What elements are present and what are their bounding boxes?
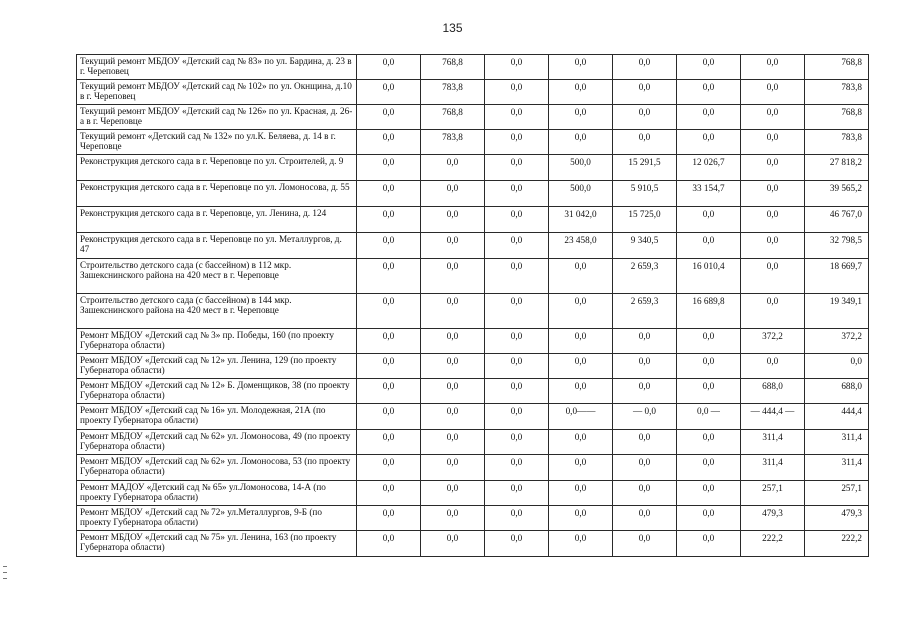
row-name-cell: Текущий ремонт МБДОУ «Детский сад № 102» по ул. Окнщина, д.10 в г. Череповец [77, 80, 357, 105]
row-value-cell: 0,0 [677, 531, 741, 557]
budget-table [76, 54, 869, 557]
row-value-cell: 0,0 [357, 233, 421, 259]
row-name-cell: Ремонт МБДОУ «Детский сад № 16» ул. Молодежная, 21А (по проекту Губернатора области) [77, 404, 357, 430]
row-value-cell: 0,0 [421, 294, 485, 329]
row-value-cell: 15 291,5 [613, 155, 677, 181]
row-value-cell: 0,0 [357, 181, 421, 207]
row-total-cell: 0,0 [805, 354, 869, 379]
row-value-cell: 0,0 [549, 455, 613, 481]
row-name-cell: Ремонт МБДОУ «Детский сад № 75» ул. Ленина, 163 (по проекту Губернатора области) [77, 531, 357, 557]
row-value-cell: 0,0 [485, 531, 549, 557]
row-value-cell: 0,0 [613, 379, 677, 404]
row-value-cell: 0,0 [613, 455, 677, 481]
row-value-cell: 0,0 [485, 354, 549, 379]
table-row [77, 55, 869, 80]
row-value-cell: 0,0 [485, 294, 549, 329]
row-value-cell: 0,0 [357, 379, 421, 404]
row-value-cell: 0,0 [741, 105, 805, 130]
row-value-cell: 0,0 [485, 430, 549, 455]
row-value-cell: 0,0 [485, 105, 549, 130]
row-value-cell: 0,0 [677, 80, 741, 105]
row-total-cell: 27 818,2 [805, 155, 869, 181]
row-value-cell: 0,0 [357, 455, 421, 481]
row-total-cell: 222,2 [805, 531, 869, 557]
row-total-cell: 311,4 [805, 430, 869, 455]
row-value-cell: 0,0 [549, 531, 613, 557]
row-value-cell: 0,0 [485, 130, 549, 155]
table-row [77, 207, 869, 233]
table-row [77, 404, 869, 430]
row-value-cell: 0,0 [677, 379, 741, 404]
row-name-cell: Реконструкция детского сада в г. Череповце, ул. Ленина, д. 124 [77, 207, 357, 233]
row-value-cell: 0,0 [485, 259, 549, 294]
row-value-cell: 0,0 [421, 181, 485, 207]
row-total-cell: 19 349,1 [805, 294, 869, 329]
row-total-cell: 311,4 [805, 455, 869, 481]
row-value-cell: 15 725,0 [613, 207, 677, 233]
row-value-cell: 0,0 [485, 181, 549, 207]
row-value-cell: 0,0 [549, 105, 613, 130]
row-value-cell: 23 458,0 [549, 233, 613, 259]
row-value-cell: 311,4 [741, 455, 805, 481]
row-value-cell: 0,0 [613, 481, 677, 506]
row-value-cell: 0,0 [613, 506, 677, 531]
row-value-cell: 0,0 [549, 506, 613, 531]
row-value-cell: 0,0 [613, 80, 677, 105]
row-value-cell: 0,0 [357, 531, 421, 557]
table-row [77, 455, 869, 481]
row-total-cell: 768,8 [805, 55, 869, 80]
row-value-cell: 0,0 [357, 207, 421, 233]
table-row [77, 130, 869, 155]
row-value-cell: 0,0 [357, 354, 421, 379]
row-value-cell: 0,0 [421, 233, 485, 259]
row-value-cell: 0,0 [613, 354, 677, 379]
row-value-cell: 0,0 [421, 481, 485, 506]
table-row [77, 430, 869, 455]
row-total-cell: 768,8 [805, 105, 869, 130]
row-value-cell: 0,0 [549, 379, 613, 404]
row-value-cell: 0,0 [677, 506, 741, 531]
row-name-cell: Ремонт МБДОУ «Детский сад № 62» ул. Ломоносова, 53 (по проекту Губернатора области) [77, 455, 357, 481]
row-value-cell: 0,0 [485, 404, 549, 430]
table-row [77, 233, 869, 259]
row-value-cell: 0,0 [357, 506, 421, 531]
row-value-cell: 0,0 [485, 233, 549, 259]
table-row [77, 181, 869, 207]
row-value-cell: 5 910,5 [613, 181, 677, 207]
row-value-cell: 0,0 [677, 354, 741, 379]
row-value-cell: 0,0 [549, 430, 613, 455]
row-value-cell: 0,0 [613, 531, 677, 557]
table-row [77, 155, 869, 181]
row-value-cell: 0,0 [613, 105, 677, 130]
row-value-cell: 0,0 [741, 207, 805, 233]
row-total-cell: 783,8 [805, 80, 869, 105]
row-value-cell: 0,0 [677, 481, 741, 506]
row-name-cell: Строительство детского сада (с бассейном) в 144 мкр. Зашекснинского района на 420 мест в г. Череповце [77, 294, 357, 329]
row-total-cell: 39 565,2 [805, 181, 869, 207]
row-total-cell: 783,8 [805, 130, 869, 155]
row-name-cell: Реконструкция детского сада в г. Череповце по ул. Строителей, д. 9 [77, 155, 357, 181]
row-total-cell: 372,2 [805, 329, 869, 354]
row-value-cell: 0,0 [677, 329, 741, 354]
row-value-cell: 0,0 [357, 294, 421, 329]
row-value-cell: 0,0 [421, 430, 485, 455]
row-value-cell: 500,0 [549, 181, 613, 207]
row-value-cell: 0,0 [357, 430, 421, 455]
row-total-cell: 479,3 [805, 506, 869, 531]
margin-mark [3, 572, 7, 573]
row-value-cell: 0,0 [421, 531, 485, 557]
row-value-cell: 0,0 [421, 259, 485, 294]
row-value-cell: 222,2 [741, 531, 805, 557]
row-total-cell: 46 767,0 [805, 207, 869, 233]
row-value-cell: 0,0 [677, 55, 741, 80]
row-name-cell: Ремонт МБДОУ «Детский сад № 3» пр. Победы, 160 (по проекту Губернатора области) [77, 329, 357, 354]
row-name-cell: Ремонт МБДОУ «Детский сад № 62» ул. Ломоносова, 49 (по проекту Губернатора области) [77, 430, 357, 455]
row-value-cell: 9 340,5 [613, 233, 677, 259]
row-value-cell: 783,8 [421, 80, 485, 105]
row-value-cell: 0,0 [485, 481, 549, 506]
row-value-cell: 0,0 [613, 430, 677, 455]
table-row [77, 481, 869, 506]
row-value-cell: 0,0 [421, 379, 485, 404]
row-value-cell: 31 042,0 [549, 207, 613, 233]
row-value-cell: 0,0 [549, 354, 613, 379]
row-value-cell: 0,0 — [677, 404, 741, 430]
row-value-cell: 0,0 [357, 80, 421, 105]
table-row [77, 379, 869, 404]
row-value-cell: — 0,0 [613, 404, 677, 430]
row-total-cell: 444,4 [805, 404, 869, 430]
row-value-cell: 0,0 [549, 80, 613, 105]
row-value-cell: 0,0 [357, 105, 421, 130]
row-value-cell: 257,1 [741, 481, 805, 506]
row-total-cell: 32 798,5 [805, 233, 869, 259]
row-value-cell: 0,0 [357, 55, 421, 80]
row-value-cell: 0,0 [357, 481, 421, 506]
row-value-cell: 0,0 [677, 430, 741, 455]
table-body [77, 55, 869, 557]
table-row [77, 259, 869, 294]
row-value-cell: 16 010,4 [677, 259, 741, 294]
row-value-cell: 16 689,8 [677, 294, 741, 329]
row-value-cell: 768,8 [421, 55, 485, 80]
row-value-cell: 0,0 [485, 379, 549, 404]
row-value-cell: — 444,4 — [741, 404, 805, 430]
row-value-cell: 768,8 [421, 105, 485, 130]
table-row [77, 354, 869, 379]
row-value-cell: 0,0 [357, 130, 421, 155]
row-value-cell: 0,0 [741, 130, 805, 155]
row-value-cell: 0,0 [485, 155, 549, 181]
row-value-cell: 2 659,3 [613, 259, 677, 294]
row-value-cell: 783,8 [421, 130, 485, 155]
table-row [77, 329, 869, 354]
row-value-cell: 0,0 [677, 207, 741, 233]
row-value-cell: 0,0 [549, 55, 613, 80]
row-value-cell: 33 154,7 [677, 181, 741, 207]
table-row [77, 80, 869, 105]
row-value-cell: 311,4 [741, 430, 805, 455]
margin-mark [3, 578, 7, 579]
row-value-cell: 0,0 [357, 329, 421, 354]
table-row [77, 294, 869, 329]
row-value-cell: 0,0 [421, 455, 485, 481]
row-value-cell: 0,0 [421, 207, 485, 233]
row-value-cell: 0,0 [549, 130, 613, 155]
row-value-cell: 0,0 [613, 55, 677, 80]
row-value-cell: 0,0 [677, 233, 741, 259]
row-value-cell: 0,0 [741, 181, 805, 207]
row-value-cell: 0,0 [485, 55, 549, 80]
row-value-cell: 0,0 [485, 329, 549, 354]
row-value-cell: 372,2 [741, 329, 805, 354]
row-name-cell: Текущий ремонт «Детский сад № 132» по ул.К. Беляева, д. 14 в г. Череповце [77, 130, 357, 155]
row-value-cell: 12 026,7 [677, 155, 741, 181]
row-value-cell: 0,0 [421, 354, 485, 379]
row-name-cell: Ремонт МБДОУ «Детский сад № 12» ул. Ленина, 129 (по проекту Губернатора области) [77, 354, 357, 379]
margin-mark [3, 566, 7, 567]
row-value-cell: 688,0 [741, 379, 805, 404]
row-value-cell: 500,0 [549, 155, 613, 181]
row-value-cell: 0,0 [741, 233, 805, 259]
row-total-cell: 257,1 [805, 481, 869, 506]
row-value-cell: 0,0 [677, 130, 741, 155]
row-value-cell: 0,0 [357, 155, 421, 181]
row-value-cell: 0,0 [485, 506, 549, 531]
row-name-cell: Реконструкция детского сада в г. Череповце по ул. Ломоносова, д. 55 [77, 181, 357, 207]
row-value-cell: 0,0 [741, 259, 805, 294]
row-name-cell: Текущий ремонт МБДОУ «Детский сад № 83» по ул. Бардина, д. 23 в г. Череповец [77, 55, 357, 80]
table-row [77, 531, 869, 557]
row-value-cell: 0,0 [421, 506, 485, 531]
row-value-cell: 0,0 [549, 294, 613, 329]
row-value-cell: 0,0 [741, 294, 805, 329]
row-name-cell: Ремонт МБДОУ «Детский сад № 72» ул.Металлургов, 9-Б (по проекту Губернатора области) [77, 506, 357, 531]
row-name-cell: Ремонт МБДОУ «Детский сад № 12» Б. Доменщиков, 38 (по проекту Губернатора области) [77, 379, 357, 404]
row-value-cell: 0,0 [485, 207, 549, 233]
row-value-cell: 2 659,3 [613, 294, 677, 329]
row-value-cell: 0,0 [357, 259, 421, 294]
row-value-cell: 0,0 [549, 259, 613, 294]
row-name-cell: Ремонт МАДОУ «Детский сад № 65» ул.Ломоносова, 14-А (по проекту Губернатора области) [77, 481, 357, 506]
row-value-cell: 0,0 [421, 404, 485, 430]
row-value-cell: 0,0 [613, 329, 677, 354]
row-value-cell: 0,0 [613, 130, 677, 155]
row-value-cell: 0,0 [741, 155, 805, 181]
row-value-cell: 0,0 [677, 105, 741, 130]
row-name-cell: Текущий ремонт МБДОУ «Детский сад № 126» по ул. Красная, д. 26-а в г. Череповце [77, 105, 357, 130]
row-value-cell: 0,0 [549, 481, 613, 506]
row-value-cell: 0,0 [677, 455, 741, 481]
row-value-cell: 0,0 [421, 155, 485, 181]
table-row [77, 105, 869, 130]
row-name-cell: Строительство детского сада (с бассейном) в 112 мкр. Зашекснинского района на 420 мест в г. Череповце [77, 259, 357, 294]
row-value-cell: 0,0 [357, 404, 421, 430]
row-value-cell: 479,3 [741, 506, 805, 531]
row-value-cell: 0,0 [741, 354, 805, 379]
row-value-cell: 0,0—— [549, 404, 613, 430]
row-value-cell: 0,0 [741, 55, 805, 80]
row-value-cell: 0,0 [549, 329, 613, 354]
row-name-cell: Реконструкция детского сада в г. Череповце по ул. Металлургов, д. 47 [77, 233, 357, 259]
row-total-cell: 18 669,7 [805, 259, 869, 294]
page-number: 135 [442, 21, 463, 35]
row-value-cell: 0,0 [485, 455, 549, 481]
row-total-cell: 688,0 [805, 379, 869, 404]
row-value-cell: 0,0 [421, 329, 485, 354]
row-value-cell: 0,0 [741, 80, 805, 105]
table-row [77, 506, 869, 531]
row-value-cell: 0,0 [485, 80, 549, 105]
